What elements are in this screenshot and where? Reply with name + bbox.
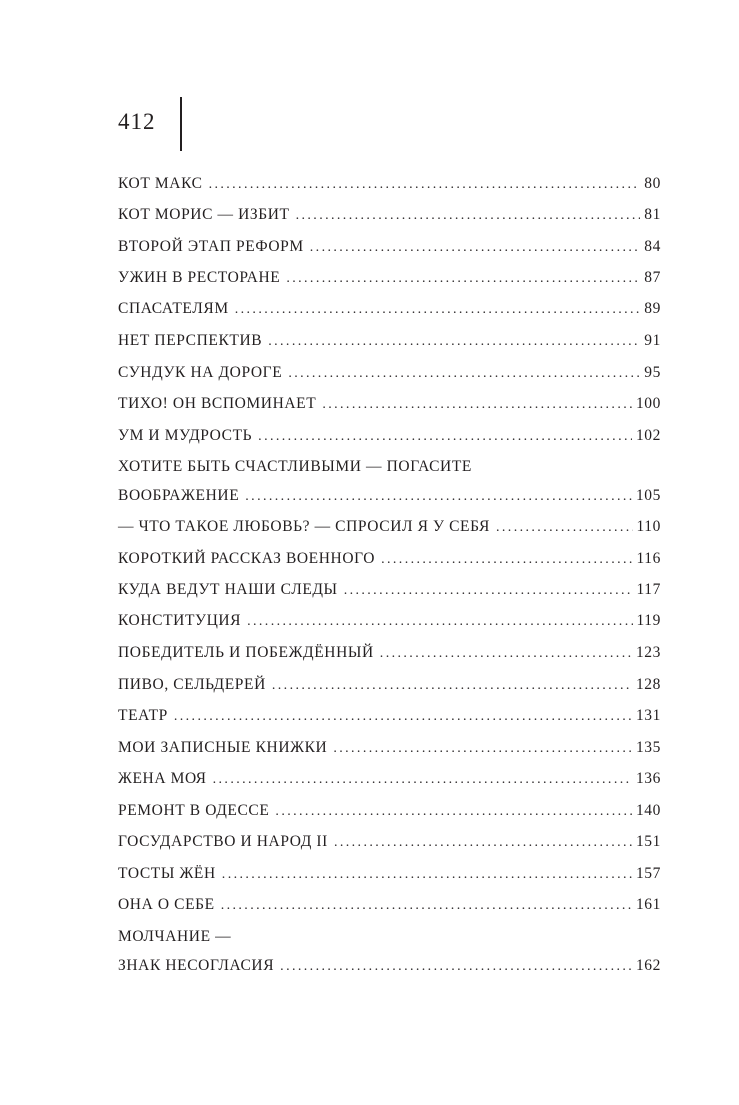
toc-entry-title: ТОСТЫ ЖЁН: [118, 865, 216, 882]
toc-entry-title: КУДА ВЕДУТ НАШИ СЛЕДЫ: [118, 581, 338, 598]
toc-entry: [118, 830, 661, 854]
dot-leader: [380, 642, 632, 666]
toc-entry-title: ВООБРАЖЕНИЕ: [118, 487, 240, 504]
dot-leader: [344, 579, 633, 603]
toc-entry: [118, 266, 661, 290]
toc-entry-title: ЖЕНА МОЯ: [118, 770, 207, 787]
toc-entry-page: 110: [636, 518, 661, 535]
dot-leader: [286, 267, 640, 291]
toc-entry-page: 119: [636, 612, 661, 629]
toc-entry-page: 117: [636, 581, 661, 598]
toc-entry-title-line1: МОЛЧАНИЕ —: [118, 928, 232, 945]
toc-entry-page: 100: [635, 395, 661, 412]
toc-entry: [118, 172, 661, 196]
toc-entry-title: ПИВО, СЕЛЬДЕРЕЙ: [118, 676, 266, 693]
toc-entry-title: УМ И МУДРОСТЬ: [118, 427, 253, 444]
header-divider: [180, 97, 182, 151]
toc-entry-page: 87: [644, 269, 661, 286]
toc-entry: [118, 893, 661, 917]
toc-entry-page: 128: [635, 676, 661, 693]
toc-entry: [118, 547, 661, 571]
toc-entry-page: 102: [635, 427, 661, 444]
dot-leader: [213, 768, 632, 792]
dot-leader: [245, 485, 632, 509]
toc-entry: [118, 609, 661, 633]
toc-entry-title: КОНСТИТУЦИЯ: [118, 612, 242, 629]
dot-leader: [275, 800, 632, 824]
toc-entry: [118, 392, 661, 416]
toc-entry-title: ЗНАК НЕСОГЛАСИЯ: [118, 957, 275, 974]
toc-entry-title: МОИ ЗАПИСНЫЕ КНИЖКИ: [118, 739, 328, 756]
dot-leader: [174, 705, 632, 729]
toc-entry-page: 116: [636, 550, 661, 567]
dot-leader: [247, 610, 632, 634]
toc-entry-page: 136: [635, 770, 661, 787]
toc-entry: [118, 515, 661, 539]
toc-entry-page: 131: [635, 707, 661, 724]
toc-entry-title: КОРОТКИЙ РАССКАЗ ВОЕННОГО: [118, 550, 376, 567]
dot-leader: [334, 831, 632, 855]
toc-entry-page: 123: [635, 644, 661, 661]
toc-entry-page: 105: [635, 487, 661, 504]
toc-entry-page: 84: [644, 238, 661, 255]
dot-leader: [209, 173, 641, 197]
dot-leader: [296, 204, 641, 228]
toc-entry-page: 162: [635, 957, 661, 974]
toc-entry: [118, 954, 661, 978]
toc-entry-title: ТИХО! ОН ВСПОМИНАЕТ: [118, 395, 317, 412]
dot-leader: [221, 894, 632, 918]
toc-entry: [118, 862, 661, 886]
toc-entry-page: 80: [644, 175, 661, 192]
toc-entry-title: ТЕАТР: [118, 707, 168, 724]
toc-entry-page: 95: [644, 364, 661, 381]
toc-entry-page: 89: [644, 300, 661, 317]
toc-entry: [118, 484, 661, 508]
dot-leader: [268, 330, 640, 354]
toc-entry: [118, 203, 661, 227]
toc-entry: [118, 361, 661, 385]
dot-leader: [235, 298, 641, 322]
dot-leader: [222, 863, 632, 887]
dot-leader: [288, 362, 640, 386]
toc-entry-page: 135: [635, 739, 661, 756]
dot-leader: [496, 516, 633, 540]
toc-entry: [118, 673, 661, 697]
toc-entry-page: 157: [635, 865, 661, 882]
dot-leader: [322, 393, 632, 417]
toc-entry-title: НЕТ ПЕРСПЕКТИВ: [118, 332, 263, 349]
toc-entry-title: КОТ МОРИС — ИЗБИТ: [118, 206, 290, 223]
dot-leader: [272, 674, 632, 698]
toc-entry-page: 161: [635, 896, 661, 913]
toc-entry-page: 91: [644, 332, 661, 349]
toc-entry: [118, 641, 661, 665]
toc-entry-title: — ЧТО ТАКОЕ ЛЮБОВЬ? — СПРОСИЛ Я У СЕБЯ: [118, 518, 490, 535]
page-number: 412: [118, 109, 156, 134]
toc-entry-title: ГОСУДАРСТВО И НАРОД II: [118, 833, 328, 850]
toc-entry: [118, 329, 661, 353]
toc-entry: [118, 235, 661, 259]
toc-entry-title: ПОБЕДИТЕЛЬ И ПОБЕЖДЁННЫЙ: [118, 644, 374, 661]
toc-entry-title: РЕМОНТ В ОДЕССЕ: [118, 802, 270, 819]
toc-entry-title: УЖИН В РЕСТОРАНЕ: [118, 269, 281, 286]
toc-entry-title: ОНА О СЕБЕ: [118, 896, 215, 913]
toc-entry: [118, 297, 661, 321]
dot-leader: [310, 236, 641, 260]
dot-leader: [333, 737, 632, 761]
toc-entry-title-line1: ХОТИТЕ БЫТЬ СЧАСТЛИВЫМИ — ПОГАСИТЕ: [118, 458, 472, 475]
toc-entry: [118, 704, 661, 728]
dot-leader: [280, 955, 632, 979]
toc-entry: [118, 736, 661, 760]
toc-entry-title: КОТ МАКС: [118, 175, 203, 192]
toc-entry: [118, 767, 661, 791]
toc-entry: [118, 578, 661, 602]
toc-entry-page: 151: [635, 833, 661, 850]
toc-entry-page: 140: [635, 802, 661, 819]
dot-leader: [258, 425, 632, 449]
toc-entry-title: СУНДУК НА ДОРОГЕ: [118, 364, 283, 381]
toc-entry: [118, 424, 661, 448]
toc-entry-title: СПАСАТЕЛЯМ: [118, 300, 229, 317]
dot-leader: [381, 548, 632, 572]
toc-entry-page: 81: [644, 206, 661, 223]
toc-entry: [118, 799, 661, 823]
toc-entry-title: ВТОРОЙ ЭТАП РЕФОРМ: [118, 238, 304, 255]
